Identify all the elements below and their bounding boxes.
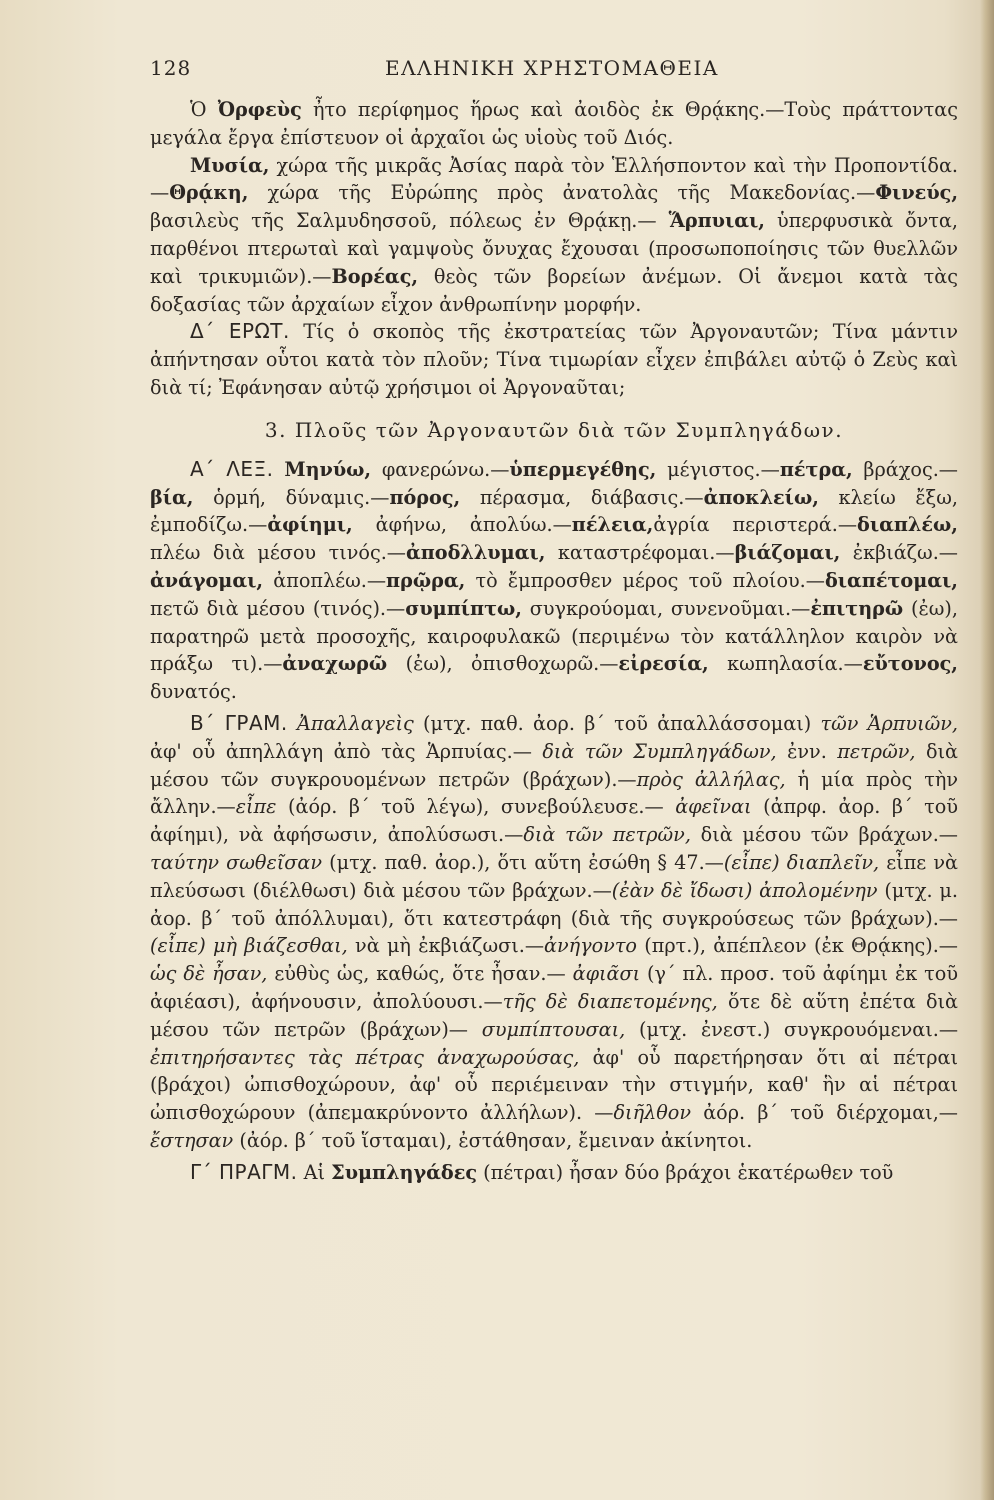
- page-number: 128: [150, 56, 192, 80]
- paragraph-orpheus: Ὁ Ὀρφεὺς ἦτο περίφημος ἥρως καὶ ἀοιδὸς ἐκ Θρᾴκης.—Τοὺς πράττοντας μεγάλα ἔργα ἐπίστευον οἱ ἀρχαῖοι ὡς υἱοὺς τοῦ Διός.: [150, 98, 958, 149]
- running-title: ΕΛΛΗΝΙΚΗ ΧΡΗΣΤΟΜΑΘΕΙΑ: [385, 56, 719, 80]
- paragraph-notes: Μυσία, χώρα τῆς μικρᾶς Ἀσίας παρὰ τὸν Ἑλλήσποντον καὶ τὴν Προποντίδα.—Θρᾴκη, χώρα τῆς Εὐρώπης πρὸς ἀνατολὰς τῆς Μακεδονίας.—Φινεύς, βασιλεὺς τῆς Σαλμυδησσοῦ, πόλεως ἐν Θρᾴκῃ.— Ἅρπυιαι, ὑπερφυσικὰ ὄντα, παρθένοι πτερωταὶ καὶ γαμψοὺς ὄνυχας ἔχουσαι (προσωποποίησις τῶν θυελλῶν καὶ τρικυμιῶν).—Βορέας, θεὸς τῶν βορείων ἀνέμων. Οἱ ἄνεμοι κατὰ τὰς δοξασίας τῶν ἀρχαίων εἶχον ἀνθρωπίνην μορφήν.: [150, 153, 958, 316]
- lexicon-label: Α΄ ΛΕΞ.: [190, 456, 274, 481]
- section-title: 3. Πλοῦς τῶν Ἀργοναυτῶν διὰ τῶν Συμπληγάδων.: [264, 417, 844, 442]
- paragraph-pragmatics: Γ΄ ΠΡΑΓΜ. Αἱ Συμπληγάδες (πέτραι) ἦσαν δύο βράχοι ἑκατέρωθεν τοῦ: [190, 1159, 894, 1184]
- page-body: [150, 96, 958, 1186]
- questions-label: Δ΄ ΕΡΩΤ.: [190, 319, 290, 344]
- pragmatics-label: Γ΄ ΠΡΑΓΜ.: [190, 1159, 298, 1184]
- page-edge: [980, 0, 994, 1500]
- paragraph-lexicon: Α΄ ΛΕΞ. Μηνύω, φανερώνω.—ὑπερμεγέθης, μέγιστος.—πέτρα, βράχος.—βία, ὁρμή, δύναμις.—πόρος, πέρασμα, διάβασις.—ἀποκλείω, κλείω ἔξω, ἐμποδίζω.—ἀφίημι, ἀφήνω, ἀπολύω.—πέλεια,ἀγρία περιστερά.—διαπλέω, πλέω διὰ μέσου τινός.—ἀποδλλυμαι, καταστρέφομαι.—βιάζομαι, ἐκβιάζω.—ἀνάγομαι, ἀποπλέω.—πρῷρα, τὸ ἔμπροσθεν μέρος τοῦ πλοίου.—διαπέτομαι, πετῶ διὰ μέσου (τινός).—συμπίπτω, συγκρούομαι, συνενοῦμαι.—ἐπιτηρῶ (ἐω), παρατηρῶ μετὰ προσοχῆς, καιροφυλακῶ (περιμένω τὸν κατάλληλον καιρὸν νὰ πράξω τι).—ἀναχωρῶ (ἐω), ὀπισθοχωρῶ.—εἰρεσία, κωπηλασία.—εὔτονος, δυνατός.: [150, 456, 958, 704]
- paragraph-grammar: Β΄ ΓΡΑΜ. Ἀπαλλαγεὶς (μτχ. παθ. ἀορ. β΄ τοῦ ἀπαλλάσσομαι) τῶν Ἁρπυιῶν, ἀφ' οὗ ἀπηλλάγη ἀπὸ τὰς Ἁρπυίας.— διὰ τῶν Συμπληγάδων, ἐνν. πετρῶν, διὰ μέσου τῶν συγκρουομένων πετρῶν (βράχων).—πρὸς ἀλλήλας, ἡ μία πρὸς τὴν ἄλλην.—εἶπε (ἀόρ. β΄ τοῦ λέγω), συνεβούλευσε.— ἀφεῖναι (ἀπρφ. ἀορ. β΄ τοῦ ἀφίημι), νὰ ἀφήσωσιν, ἀπολύσωσι.—διὰ τῶν πετρῶν, διὰ μέσου τῶν βράχων.—ταύτην σωθεῖσαν (μτχ. παθ. ἀορ.), ὅτι αὕτη ἐσώθη § 47.—(εἶπε) διαπλεῖν, εἶπε νὰ πλεύσωσι (διέλθωσι) διὰ μέσου τῶν βράχων.—(ἐὰν δὲ ἴδωσι) ἀπολομένην (μτχ. μ. ἀορ. β΄ τοῦ ἀπόλλυμαι), ὅτι κατεστράφη (διὰ τῆς συγκρούσεως τῶν βράχων).—(εἶπε) μὴ βιάζεσθαι, νὰ μὴ ἐκβιάζωσι.—ἀνήγοντο (πρτ.), ἀπέπλεον (ἐκ Θρᾴκης).—ὡς δὲ ἦσαν, εὐθὺς ὡς, καθώς, ὅτε ἦσαν.— ἀφιᾶσι (γ΄ πλ. προσ. τοῦ ἀφίημι ἐκ τοῦ ἀφιέασι), ἀφήνουσιν, ἀπολύουσι.—τῆς δὲ διαπετομένης, ὅτε δὲ αὕτη ἐπέτα διὰ μέσου τῶν πετρῶν (βράχων)— συμπίπτουσαι, (μτχ. ἐνεστ.) συγκρουόμεναι.—ἐπιτηρήσαντες τὰς πέτρας ἀναχωρούσας, ἀφ' οὗ παρετήρησαν ὅτι αἱ πέτραι (βράχοι) ὠπισθοχώρουν, ἀφ' οὗ περιέμειναν τὴν στιγμήν, καθ' ἣν αἱ πέτραι ὠπισθοχώρουν (ἀπεμακρύνοντο ἀλλήλων). —διῆλθον ἀόρ. β΄ τοῦ διέρχομαι,—ἔστησαν (ἀόρ. β΄ τοῦ ἵσταμαι), ἐστάθησαν, ἔμειναν ἀκίνητοι.: [150, 710, 959, 1152]
- page-header: [150, 56, 930, 86]
- grammar-label: Β΄ ΓΡΑΜ.: [190, 710, 288, 735]
- paragraph-questions: Δ΄ ΕΡΩΤ. Τίς ὁ σκοπὸς τῆς ἐκστρατείας τῶν Ἀργοναυτῶν; Τίνα μάντιν ἀπήντησαν οὗτοι κατὰ τὸν πλοῦν; Τίνα τιμωρίαν εἶχεν ἐπιβάλει αὐτῷ ὁ Ζεὺς καὶ διὰ τί; Ἐφάνησαν αὐτῷ χρήσιμοι οἱ Ἀργοναῦται;: [150, 319, 958, 399]
